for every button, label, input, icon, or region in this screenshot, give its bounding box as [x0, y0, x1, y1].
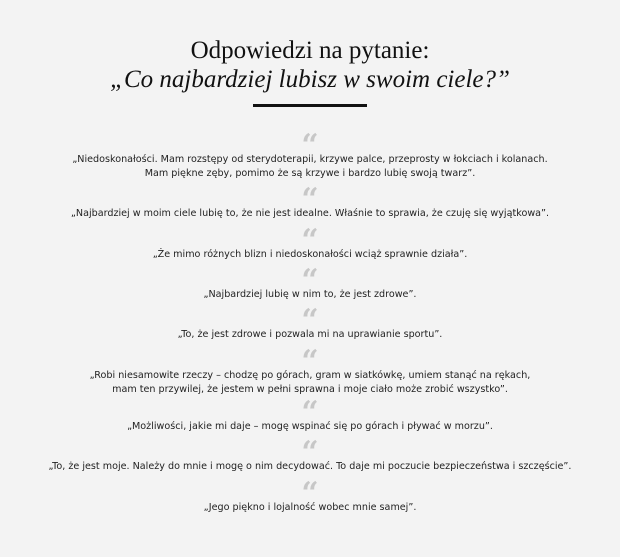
quote-line: mam ten przywilej, że jestem w pełni sprawna i moje ciało może zrobić wszystko”.	[112, 384, 508, 395]
quote-text	[40, 248, 580, 262]
quote-text	[40, 501, 580, 515]
quote-line: „Robi niesamowite rzeczy – chodzę po górach, gram w siatkówkę, umiem stanąć na rękach,	[89, 370, 531, 381]
quote-mark-icon: “	[301, 128, 319, 163]
quote-mark-icon: “	[301, 435, 319, 470]
quote-mark-icon: “	[301, 395, 319, 430]
quote-text	[40, 288, 580, 302]
quote-mark-icon: “	[301, 303, 319, 338]
quote-item	[40, 395, 580, 434]
quote-item	[40, 223, 580, 262]
quote-line: „To, że jest moje. Należy do mnie i mogę o nim decydować. To daje mi poczucie bezpieczeństwa i szczęście”.	[48, 461, 572, 472]
quote-mark-icon: “	[301, 182, 319, 217]
quote-line: „Niedoskonałości. Mam rozstępy od sterydoterapii, krzywe palce, przeprosty w łokciach i kolanach.	[72, 154, 548, 165]
quote-item	[40, 435, 580, 474]
quote-text	[40, 420, 580, 434]
quote-item	[40, 344, 580, 397]
page-title: Odpowiedzi na pytanie:	[190, 37, 430, 64]
quote-line: „Najbardziej lubię w nim to, że jest zdrowe”.	[203, 289, 417, 300]
quote-item	[40, 476, 580, 515]
quote-text	[40, 328, 580, 342]
quote-line: „Możliwości, jakie mi daje – mogę wspinać się po górach i pływać w morzu”.	[127, 421, 493, 432]
quote-item	[40, 182, 580, 221]
quote-text	[40, 460, 580, 474]
quote-mark-icon: “	[301, 223, 319, 258]
quote-item	[40, 128, 580, 181]
quote-text	[40, 369, 580, 397]
quote-item	[40, 303, 580, 342]
quote-line: „Że mimo różnych blizn i niedoskonałości wciąż sprawnie działa”.	[152, 249, 468, 260]
quote-line: „To, że jest zdrowe i pozwala mi na uprawianie sportu”.	[177, 329, 443, 340]
quote-mark-icon: “	[301, 263, 319, 298]
quote-line: „Jego piękno i lojalność wobec mnie samej”.	[203, 502, 417, 513]
quote-mark-icon: “	[301, 344, 319, 379]
quote-text	[40, 153, 580, 181]
quote-mark-icon: “	[301, 476, 319, 511]
quote-line: „Najbardziej w moim ciele lubię to, że nie jest idealne. Właśnie to sprawia, że czuję się wyjątkowa”.	[70, 208, 550, 219]
quote-item	[40, 263, 580, 302]
quote-line: Mam piękne zęby, pomimo że są krzywe i bardzo lubię swoją twarz”.	[144, 168, 476, 179]
quote-text	[40, 207, 580, 221]
page-subtitle-question: „Co najbardziej lubisz w swoim ciele?”	[110, 66, 510, 93]
